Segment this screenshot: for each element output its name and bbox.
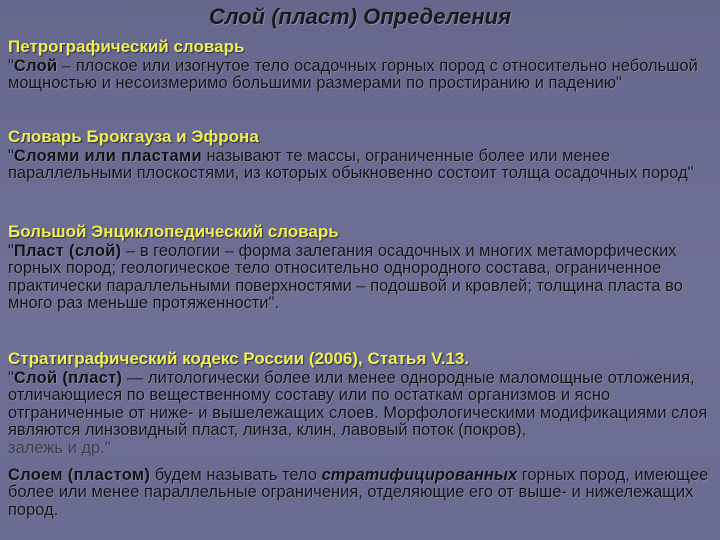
emphasized-term: стратифицированных	[321, 466, 518, 484]
slide-title: Слой (пласт) Определения	[208, 4, 512, 29]
defined-term: Слоем (пластом)	[8, 466, 151, 484]
section-heading: Стратиграфический кодекс России (2006), Статья V.13.	[8, 349, 470, 368]
section-heading: Петрографический словарь	[8, 37, 245, 56]
overlapped-text: залежь и др."	[8, 438, 111, 457]
section-strat-code	[8, 348, 713, 457]
definition-text: — литологически более или менее однородные маломощные отложения, отличающиеся по вещественному составу или по остаткам организмов и ясно отграниченные от ниже- и вышележащих слоев. Морфологическими модификациями слоя являются линзовидный пласт, линза, клин, лавовый поток (покров),	[8, 369, 708, 440]
section-petrographic	[8, 36, 713, 93]
quote-mark: "	[8, 57, 14, 75]
defined-term: Слоями или пластами	[13, 147, 202, 165]
section-definition	[8, 370, 713, 457]
definition-text: – плоское или изогнутое тело осадочных горных пород с относительно небольшой мощностью и несоизмеримо большими размерами по простиранию и падению"	[8, 57, 698, 93]
quote-mark: "	[8, 369, 14, 387]
quote-mark: "	[8, 147, 14, 165]
definition-text: будем называть тело	[150, 466, 322, 484]
quote-mark: "	[8, 242, 14, 260]
defined-term: Пласт (слой)	[13, 242, 122, 260]
definition-text: горных пород, имеющее более или менее параллельные ограничения, отделяющие его от выше- и нижележащих пород.	[8, 466, 709, 519]
section-definition	[8, 243, 713, 313]
defined-term: Слой (пласт)	[13, 369, 123, 387]
section-brockhaus	[8, 126, 713, 183]
section-definition	[8, 148, 713, 183]
section-encyclopedia	[8, 221, 713, 313]
own-definition	[8, 467, 713, 519]
defined-term: Слой	[13, 57, 58, 75]
section-definition	[8, 58, 713, 93]
section-heading: Словарь Брокгауза и Эфрона	[8, 127, 259, 146]
definition-text: – в геологии – форма залегания осадочных и многих метаморфических горных пород; геологическое тело относительно однородного состава, ограниченное практически параллельными поверхностями – подошвой и кровлей; толщина пласта во много раз меньше протяженности".	[8, 242, 683, 313]
section-heading: Большой Энциклопедический словарь	[8, 222, 339, 241]
definition-text: называют те массы, ограниченные более или менее параллельными плоскостями, из которых обыкновенно состоит толща осадочных пород"	[8, 147, 694, 183]
